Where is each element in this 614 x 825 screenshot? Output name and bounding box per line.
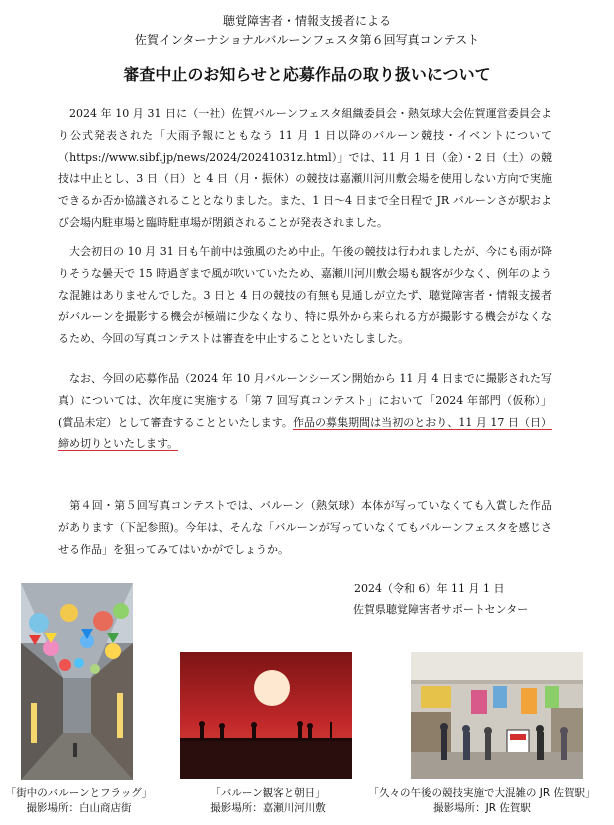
deadline-notice: 作品の募集期間は当初のとおり、11 月 17 日（日）締め切りといたします。 <box>58 415 552 451</box>
paragraph-4-text: 第４回・第５回写真コンテストでは、バルーン（熱気球）本体が写っていなくても入賞した作品があります（下記参照)。今年は、そんな「バルーンが写っていなくてもバルーンフェスタを感じさせる作品」を狙ってみてはいかがでしょうか。 <box>58 499 552 556</box>
photo-caption-3-place: 撮影場所：JR 佐賀駅 <box>433 802 531 814</box>
photo-arcade <box>21 583 133 780</box>
photo-caption-1-title: 「街中のバルーンとフラッグ」 <box>5 787 153 799</box>
photo-caption-2-place: 撮影場所：嘉瀬川河川敷 <box>210 802 326 814</box>
photo-sunrise <box>180 652 352 779</box>
signature-date: 2024（令和 6）年 11 月 1 日 <box>354 582 505 595</box>
photo-caption-3 <box>352 786 612 816</box>
photo-station-image <box>411 652 583 779</box>
page-title: 審査中止のお知らせと応募作品の取り扱いについて <box>123 65 491 84</box>
header-line-1: 聴覚障害者・情報支援者による <box>222 14 391 28</box>
photo-caption-2-title: 「バルーン観客と朝日」 <box>210 787 326 799</box>
photo-caption-1-place: 撮影場所：白山商店街 <box>26 802 132 814</box>
header-line-2: 佐賀インターナショナルバルーンフェスタ第６回写真コンテスト <box>134 33 480 47</box>
paragraph-1-text: 2024 年 10 月 31 日に（一社）佐賀バルーンフェスタ組織委員会・熱気球大会佐賀運営委員会より公式発表された「大雨予報にともなう 11 月 1 日以降のバルーン競技・イベントについて（https://www.sibf.jp/news/2024/20241031z.html）」では、11 月 1 日（金）・2 日（土）の競技は中止とし、3 日（日）と 4 日（月・振休）の競技は嘉瀬川河川敷会場を使用しない方向で実施できるか否か協議されることとなりました。また、1 日～4 日まで全日程で JR バルーンさが駅および会場内駐車場と臨時駐車場が閉鎖されることが発表されました。 <box>58 107 552 229</box>
photo-caption-1 <box>0 786 158 816</box>
paragraph-4 <box>58 495 552 560</box>
paragraph-1 <box>58 103 552 234</box>
paragraph-2 <box>58 241 552 350</box>
paragraph-3-text: なお、今回の応募作品（2024 年 10 月バルーンシーズン開始から 11 月 4 日までに撮影された写真）については、次年度に実施する「第 7 回写真コンテスト」において「2024 年部門（仮称）」(賞品未定）として審査することといたします。 <box>58 372 552 429</box>
paragraph-2-text: 大会初日の 10 月 31 日も午前中は強風のため中止。午後の競技は行われましたが、今にも雨が降りそうな曇天で 15 時過ぎまで風が吹いていたため、嘉瀬川河川敷会場も観客が少なく、例年のような混雑はありませんでした。3 日と 4 日の競技の有無も見通しが立たず、聴覚障害者・情報支援者がバルーンを撮影する機会が極端に少なくなり、特に県外から来られる方が撮影する機会がなくなるため、今回の写真コンテストは審査を中止することといたしました。 <box>58 245 552 346</box>
photo-caption-2 <box>180 786 356 816</box>
signature-org: 佐賀県聴覚障害者サポートセンター <box>353 603 529 616</box>
paragraph-3 <box>58 368 552 455</box>
photo-sunrise-image <box>180 652 352 779</box>
photo-caption-3-title: 「久々の午後の競技実施で大混雑の JR 佐賀駅」 <box>368 787 596 799</box>
photo-station <box>411 652 583 779</box>
photo-arcade-image <box>21 583 133 780</box>
